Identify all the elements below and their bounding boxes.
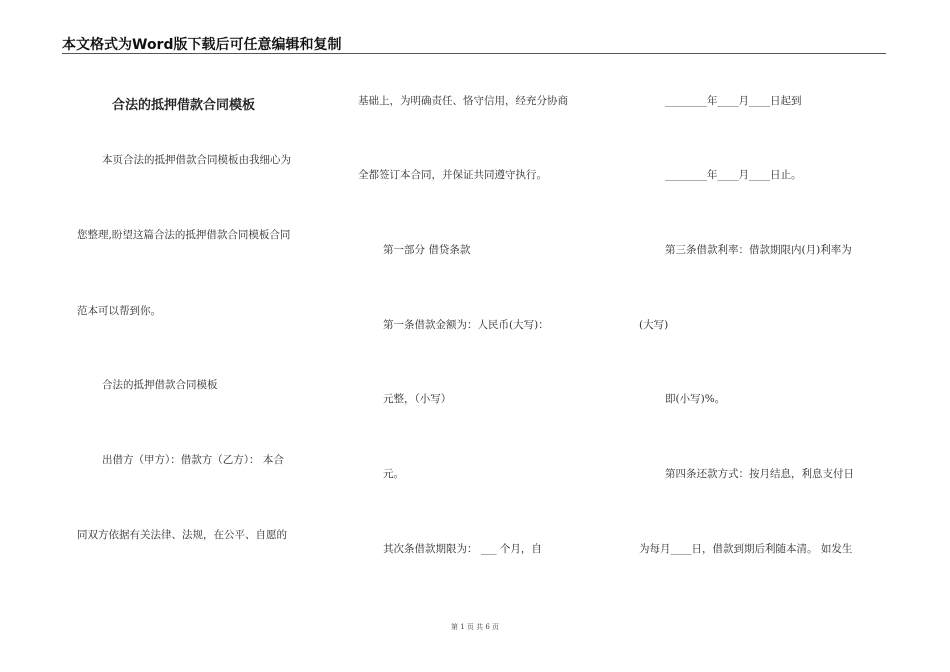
col3-line-1: ________年____月____日起到 [665,95,802,107]
col3-line-5: 即(小写)%。 [665,393,726,405]
col2-line-7: 其次条借款期限为： ___ 个月，自 [383,543,542,555]
col3-line-2: ________年____月____日止。 [665,169,802,181]
col1-line-3: 范本可以帮到你。 [77,305,161,317]
col3-line-6: 第四条还款方式：按月结息，利息支付日 [665,468,854,480]
col2-line-1: 基础上，为明确责任、恪守信用，经充分协商 [358,95,568,107]
col2-line-6: 元。 [383,468,404,480]
col2-line-3: 第一部分 借贷条款 [383,244,471,256]
col2-line-5: 元整，（小写） [383,393,452,405]
col3-line-3: 第三条借款利率：借款期限内(月)利率为 [665,244,852,256]
col1-line-5: 出借方（甲方）：借款方（乙方）： 本合 [102,454,284,466]
col3-line-7: 为每月____日，借款到期后利随本清。 如发生 [639,543,853,555]
header-title: 本文格式为Word版下载后可任意编辑和复制 [62,37,342,53]
document-title: 合法的抵押借款合同模板 [112,98,256,113]
col2-line-4: 第一条借款金额为：人民币(大写)： [383,319,549,331]
page-footer: 第 1 页 共 6 页 [450,623,500,631]
col3-line-4: (大写) [639,319,669,331]
col1-line-1: 本页合法的抵押借款合同模板由我细心为 [102,154,291,166]
col2-line-2: 全都签订本合同，并保证共同遵守执行。 [358,169,547,181]
col1-line-2: 您整理,盼望这篇合法的抵押借款合同模板合同 [77,229,291,241]
col1-line-6: 同双方依据有关法律、法规，在公平、自愿的 [77,529,287,541]
col1-line-4: 合法的抵押借款合同模板 [102,379,218,391]
header-rule [62,53,886,54]
